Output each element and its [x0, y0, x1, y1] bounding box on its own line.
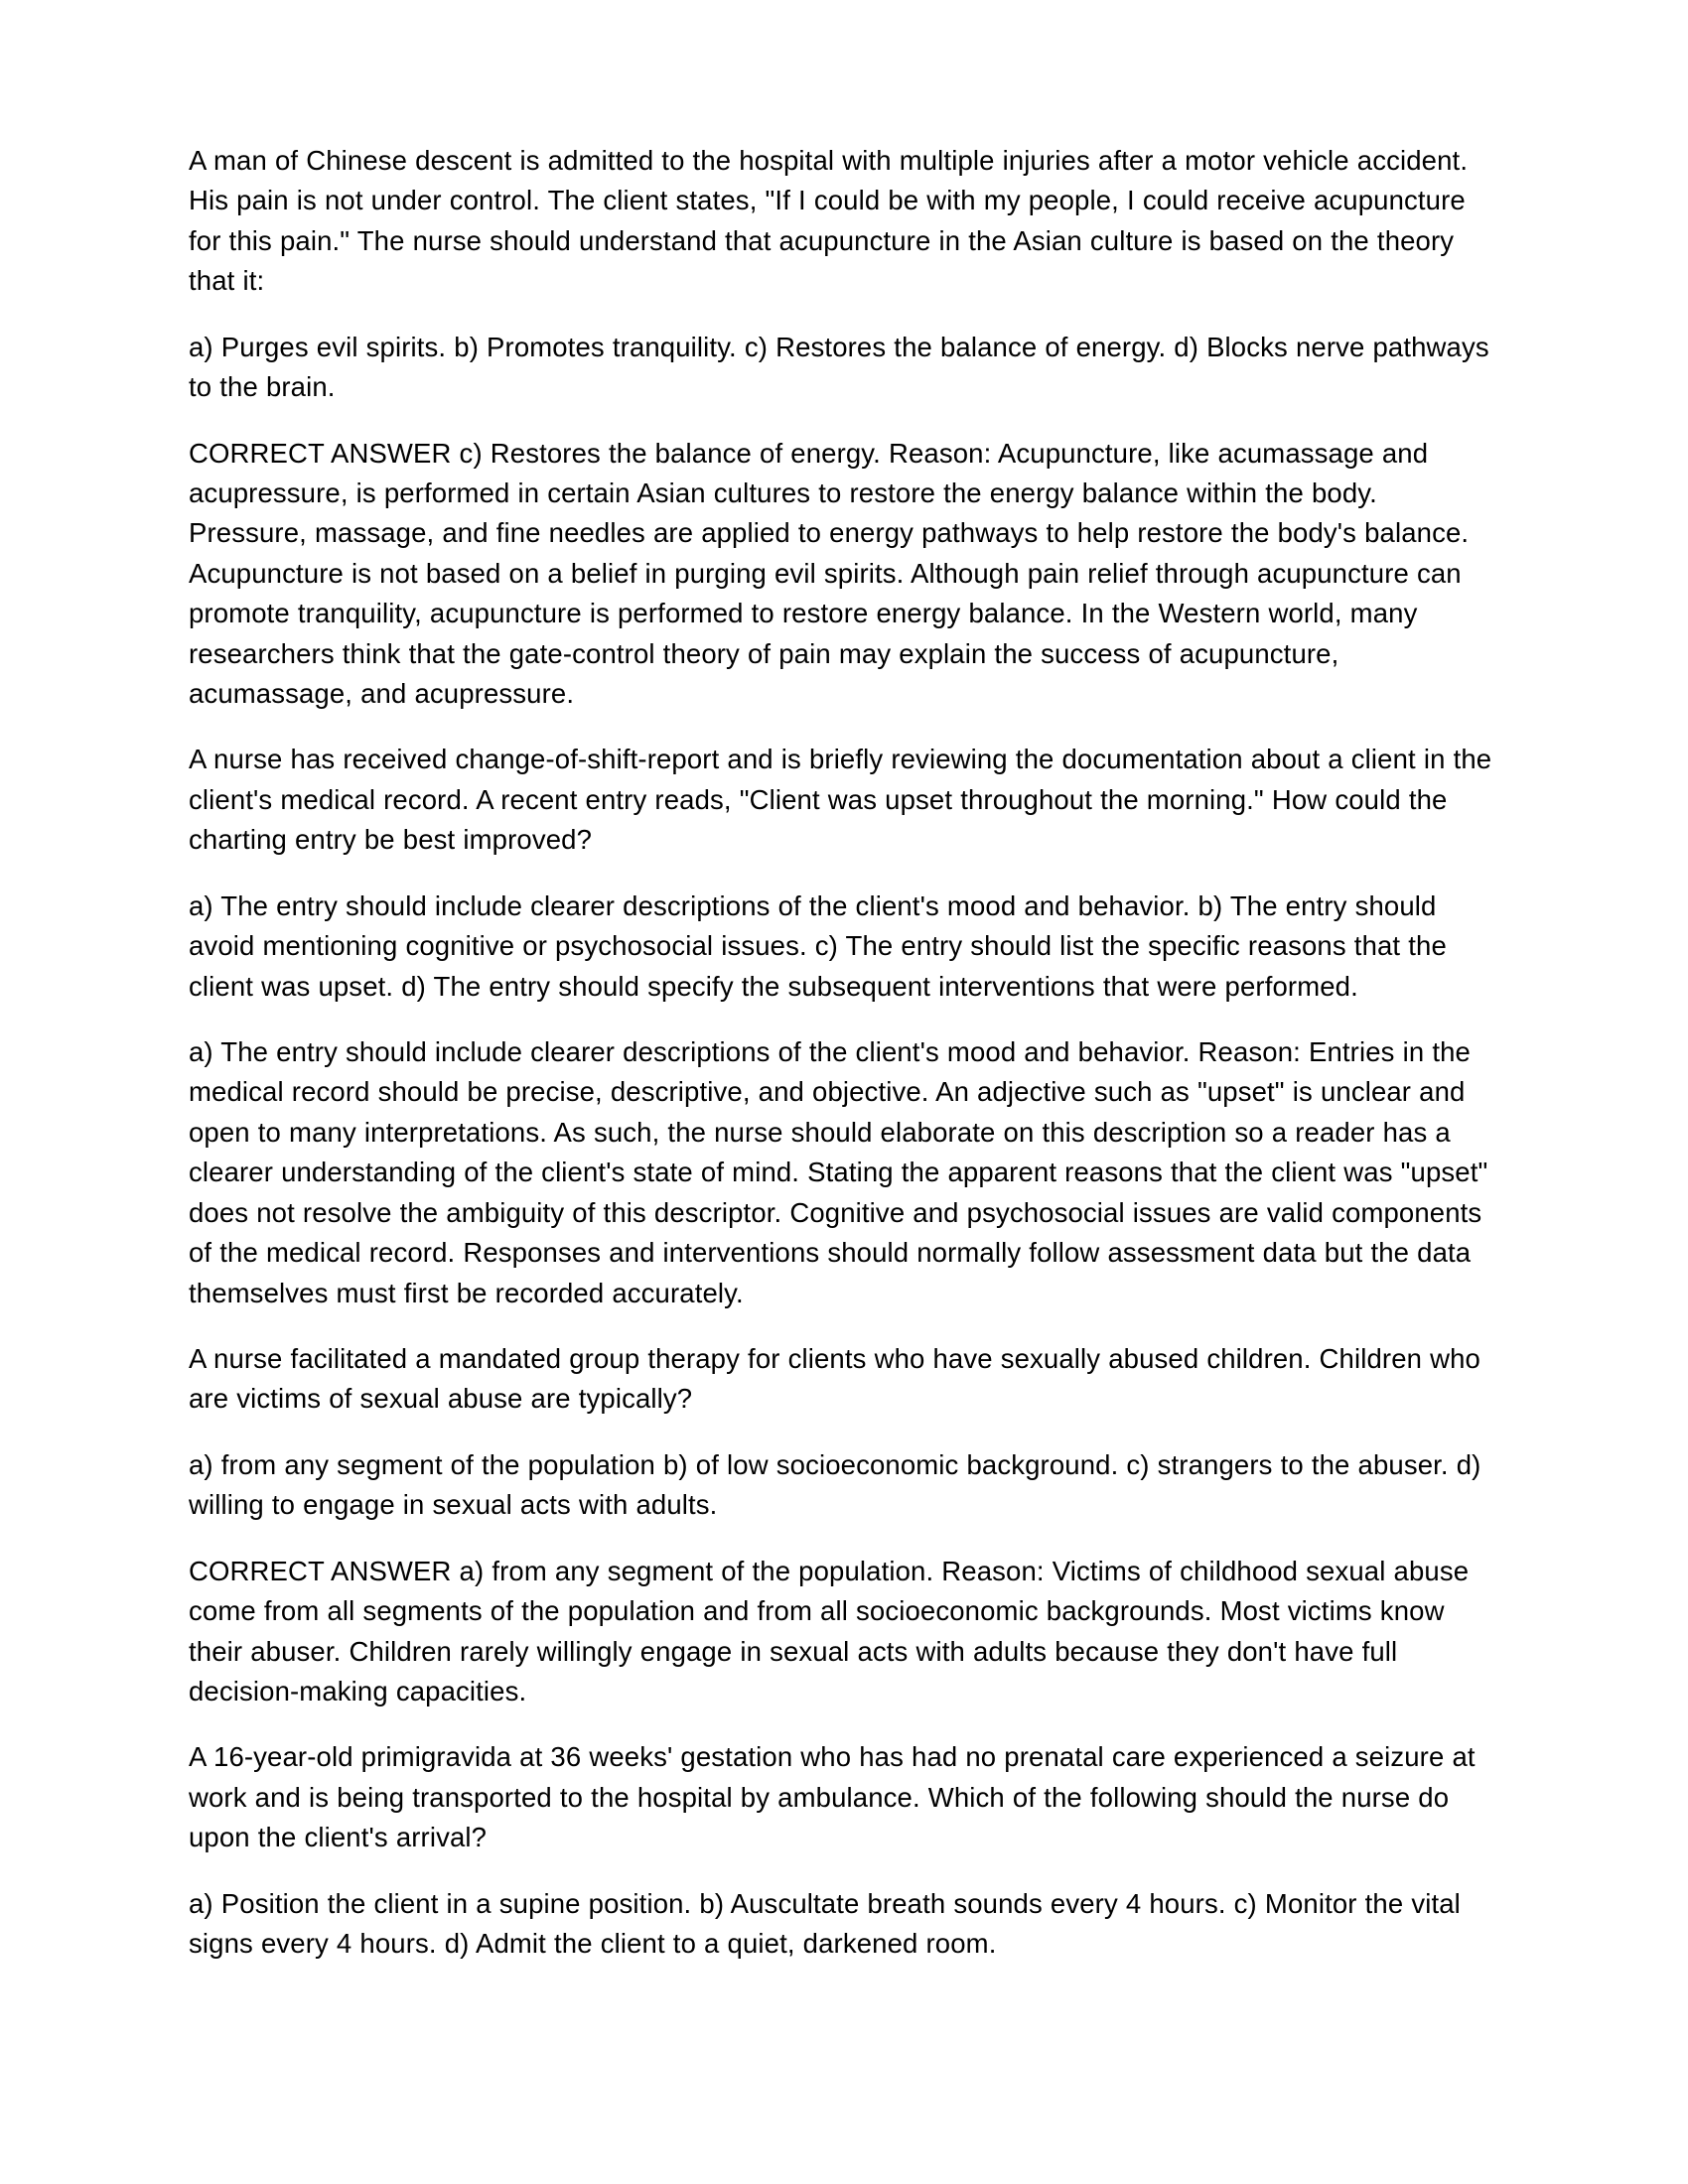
correct-answer-paragraph: CORRECT ANSWER c) Restores the balance of energy. Reason: Acupuncture, like acumassage and acupressure, is performed in certain Asian cultures to restore the energy balance within the body. Pressure, massage, and fine needles are applied to energy pathways to help restore the body's balance. Acupuncture is not based on a belief in purging evil spirits. Although pain relief through acupuncture can promote tranquility, acupuncture is performed to restore energy balance. In the Western world, many researchers think that the gate-control theory of pain may explain the success of acupuncture, acumassage, and acupressure.: [189, 437, 1470, 710]
answer-options-paragraph: a) from any segment of the population b) of low socioeconomic background. c) strangers to the abuser. d) willing to engage in sexual acts with adults.: [189, 1448, 1481, 1521]
question-stem-paragraph: A nurse has received change-of-shift-report and is briefly reviewing the documentation about a client in the client's medical record. A recent entry reads, "Client was upset throughout the morning." How could the charting entry be best improved?: [189, 744, 1492, 856]
question-stem-paragraph: A man of Chinese descent is admitted to the hospital with multiple injuries after a motor vehicle accident. His pain is not under control. The client states, "If I could be with my people, I could receive acupuncture for this pain." The nurse should understand that acupuncture in the Asian culture is based on the theory that it:: [189, 145, 1469, 297]
correct-answer-paragraph: a) The entry should include clearer descriptions of the client's mood and behavior. Reason: Entries in the medical record should be precise, descriptive, and objective. An adjective such as "upset" is unclear and open to many interpretations. As such, the nurse should elaborate on this description so a reader has a clearer understanding of the client's state of mind. Stating the apparent reasons that the client was "upset" does not resolve the ambiguity of this descriptor. Cognitive and psychosocial issues are valid components of the medical record. Responses and interventions should normally follow assessment data but the data themselves must first be recorded accurately.: [189, 1036, 1488, 1308]
answer-options-paragraph: a) The entry should include clearer descriptions of the client's mood and behavior. b) The entry should avoid mentioning cognitive or psychosocial issues. c) The entry should list the specific reasons that the client was upset. d) The entry should specify the subsequent interventions that were performed.: [189, 889, 1447, 1002]
answer-options-paragraph: a) Purges evil spirits. b) Promotes tranquility. c) Restores the balance of energy. d) Blocks nerve pathways to the brain.: [189, 331, 1489, 403]
question-stem-paragraph: A 16-year-old primigravida at 36 weeks' gestation who has had no prenatal care experienced a seizure at work and is being transported to the hospital by ambulance. Which of the following should the nurse do upon the client's arrival?: [189, 1741, 1476, 1853]
document-body: [189, 141, 1501, 1964]
correct-answer-paragraph: CORRECT ANSWER a) from any segment of the population. Reason: Victims of childhood sexual abuse come from all segments of the population and from all socioeconomic backgrounds. Most victims know their abuser. Children rarely willingly engage in sexual acts with adults because they don't have full decision-making capacities.: [189, 1555, 1470, 1706]
answer-options-paragraph: a) Position the client in a supine position. b) Auscultate breath sounds every 4 hours. c) Monitor the vital signs every 4 hours. d) Admit the client to a quiet, darkened room.: [189, 1887, 1461, 1960]
question-stem-paragraph: A nurse facilitated a mandated group therapy for clients who have sexually abused children. Children who are victims of sexual abuse are typically?: [189, 1342, 1480, 1415]
